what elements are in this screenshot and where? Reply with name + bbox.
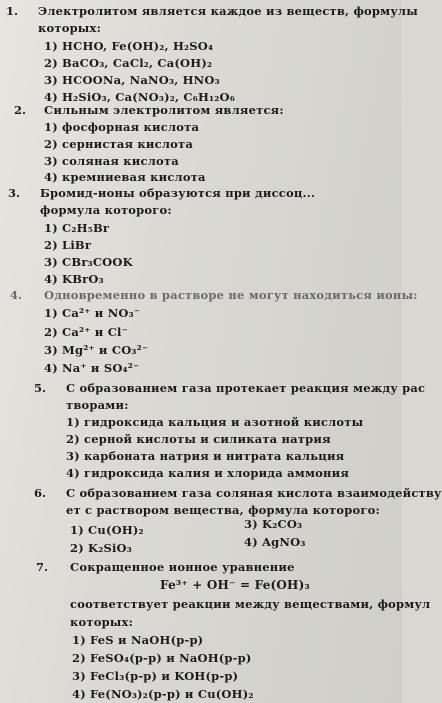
question-7-option-3: 3) FeCl₃(р-р) и KOH(р-р) xyxy=(72,669,239,683)
question-4-option-4: 4) Na⁺ и SO₄²⁻ xyxy=(44,361,140,375)
question-7-option-1: 1) FeS и NaOH(р-р) xyxy=(72,633,204,647)
question-5-option-1: 1) гидроксида кальция и азотной кислоты xyxy=(66,415,364,429)
question-4-option-2: 2) Ca²⁺ и Cl⁻ xyxy=(44,325,128,339)
question-1-stem-cont: которых: xyxy=(38,21,102,35)
question-7-option-2: 2) FeSO₄(р-р) и NaOH(р-р) xyxy=(72,651,252,665)
question-4-option-1: 1) Ca²⁺ и NO₃⁻ xyxy=(44,306,141,320)
question-6-option-3: 3) K₂CO₃ xyxy=(244,517,303,531)
question-6-option-1: 1) Cu(OH)₂ xyxy=(70,523,144,537)
question-7-stem-cont: соответствует реакции между веществами, формул xyxy=(70,597,431,611)
question-3-option-3: 3) CBr₃COOK xyxy=(44,255,133,269)
question-3-option-4: 4) KBrO₃ xyxy=(44,272,104,286)
question-6-stem: С образованием газа соляная кислота взаимодейству xyxy=(66,486,442,500)
question-1-option-4: 4) H₂SiO₃, Ca(NO₃)₂, C₆H₁₂O₆ xyxy=(44,90,235,104)
question-5-stem-cont: творами: xyxy=(66,398,129,412)
question-7-equation: Fe³⁺ + OH⁻ = Fe(OH)₃ xyxy=(160,578,310,592)
question-6-number: 6. xyxy=(34,486,47,500)
question-1-option-2: 2) BaCO₃, CaCl₂, Ca(OH)₂ xyxy=(44,56,213,70)
question-5-stem: С образованием газа протекает реакция между рас xyxy=(66,381,426,395)
question-2-option-1: 1) фосфорная кислота xyxy=(44,120,200,134)
question-1-number: 1. xyxy=(6,4,19,18)
question-2-option-4: 4) кремниевая кислота xyxy=(44,170,206,184)
question-4-stem: Одновременно в растворе не могут находиться ионы: xyxy=(44,288,418,302)
question-2-option-2: 2) сернистая кислота xyxy=(44,137,194,151)
question-7-stem-cont-2: которых: xyxy=(70,615,134,629)
question-7-number: 7. xyxy=(36,560,49,574)
question-6-option-4: 4) AgNO₃ xyxy=(244,535,306,549)
question-2-stem: Сильным электролитом является: xyxy=(44,103,284,117)
question-5-option-4: 4) гидроксида калия и хлорида аммония xyxy=(66,466,350,480)
question-4-option-3: 3) Mg²⁺ и CO₃²⁻ xyxy=(44,343,149,357)
question-3-option-1: 1) C₂H₅Br xyxy=(44,221,110,235)
question-2-option-3: 3) соляная кислота xyxy=(44,154,179,168)
question-1-stem: Электролитом является каждое из веществ, формулы xyxy=(38,4,418,18)
question-3-option-2: 2) LiBr xyxy=(44,238,92,252)
question-1-option-3: 3) HCOONa, NaNO₃, HNO₃ xyxy=(44,73,220,87)
question-7-stem: Сокращенное ионное уравнение xyxy=(70,560,295,574)
question-3-stem: Бромид-ионы образуются при диссоц... xyxy=(40,186,316,200)
question-3-number: 3. xyxy=(8,186,21,200)
question-6-option-2: 2) K₂SiO₃ xyxy=(70,541,133,555)
question-6-stem-cont: ет с раствором вещества, формула которого: xyxy=(66,503,380,517)
question-7-option-4: 4) Fe(NO₃)₂(р-р) и Cu(OH)₂ xyxy=(72,687,254,701)
question-2-number: 2. xyxy=(14,103,27,117)
question-5-number: 5. xyxy=(34,381,47,395)
question-5-option-3: 3) карбоната натрия и нитрата кальция xyxy=(66,449,345,463)
question-3-stem-cont: формула которого: xyxy=(40,203,172,217)
question-1-option-1: 1) HCHO, Fe(OH)₂, H₂SO₄ xyxy=(44,39,214,53)
question-4-number: 4. xyxy=(10,288,23,302)
question-5-option-2: 2) серной кислоты и силиката натрия xyxy=(66,432,331,446)
